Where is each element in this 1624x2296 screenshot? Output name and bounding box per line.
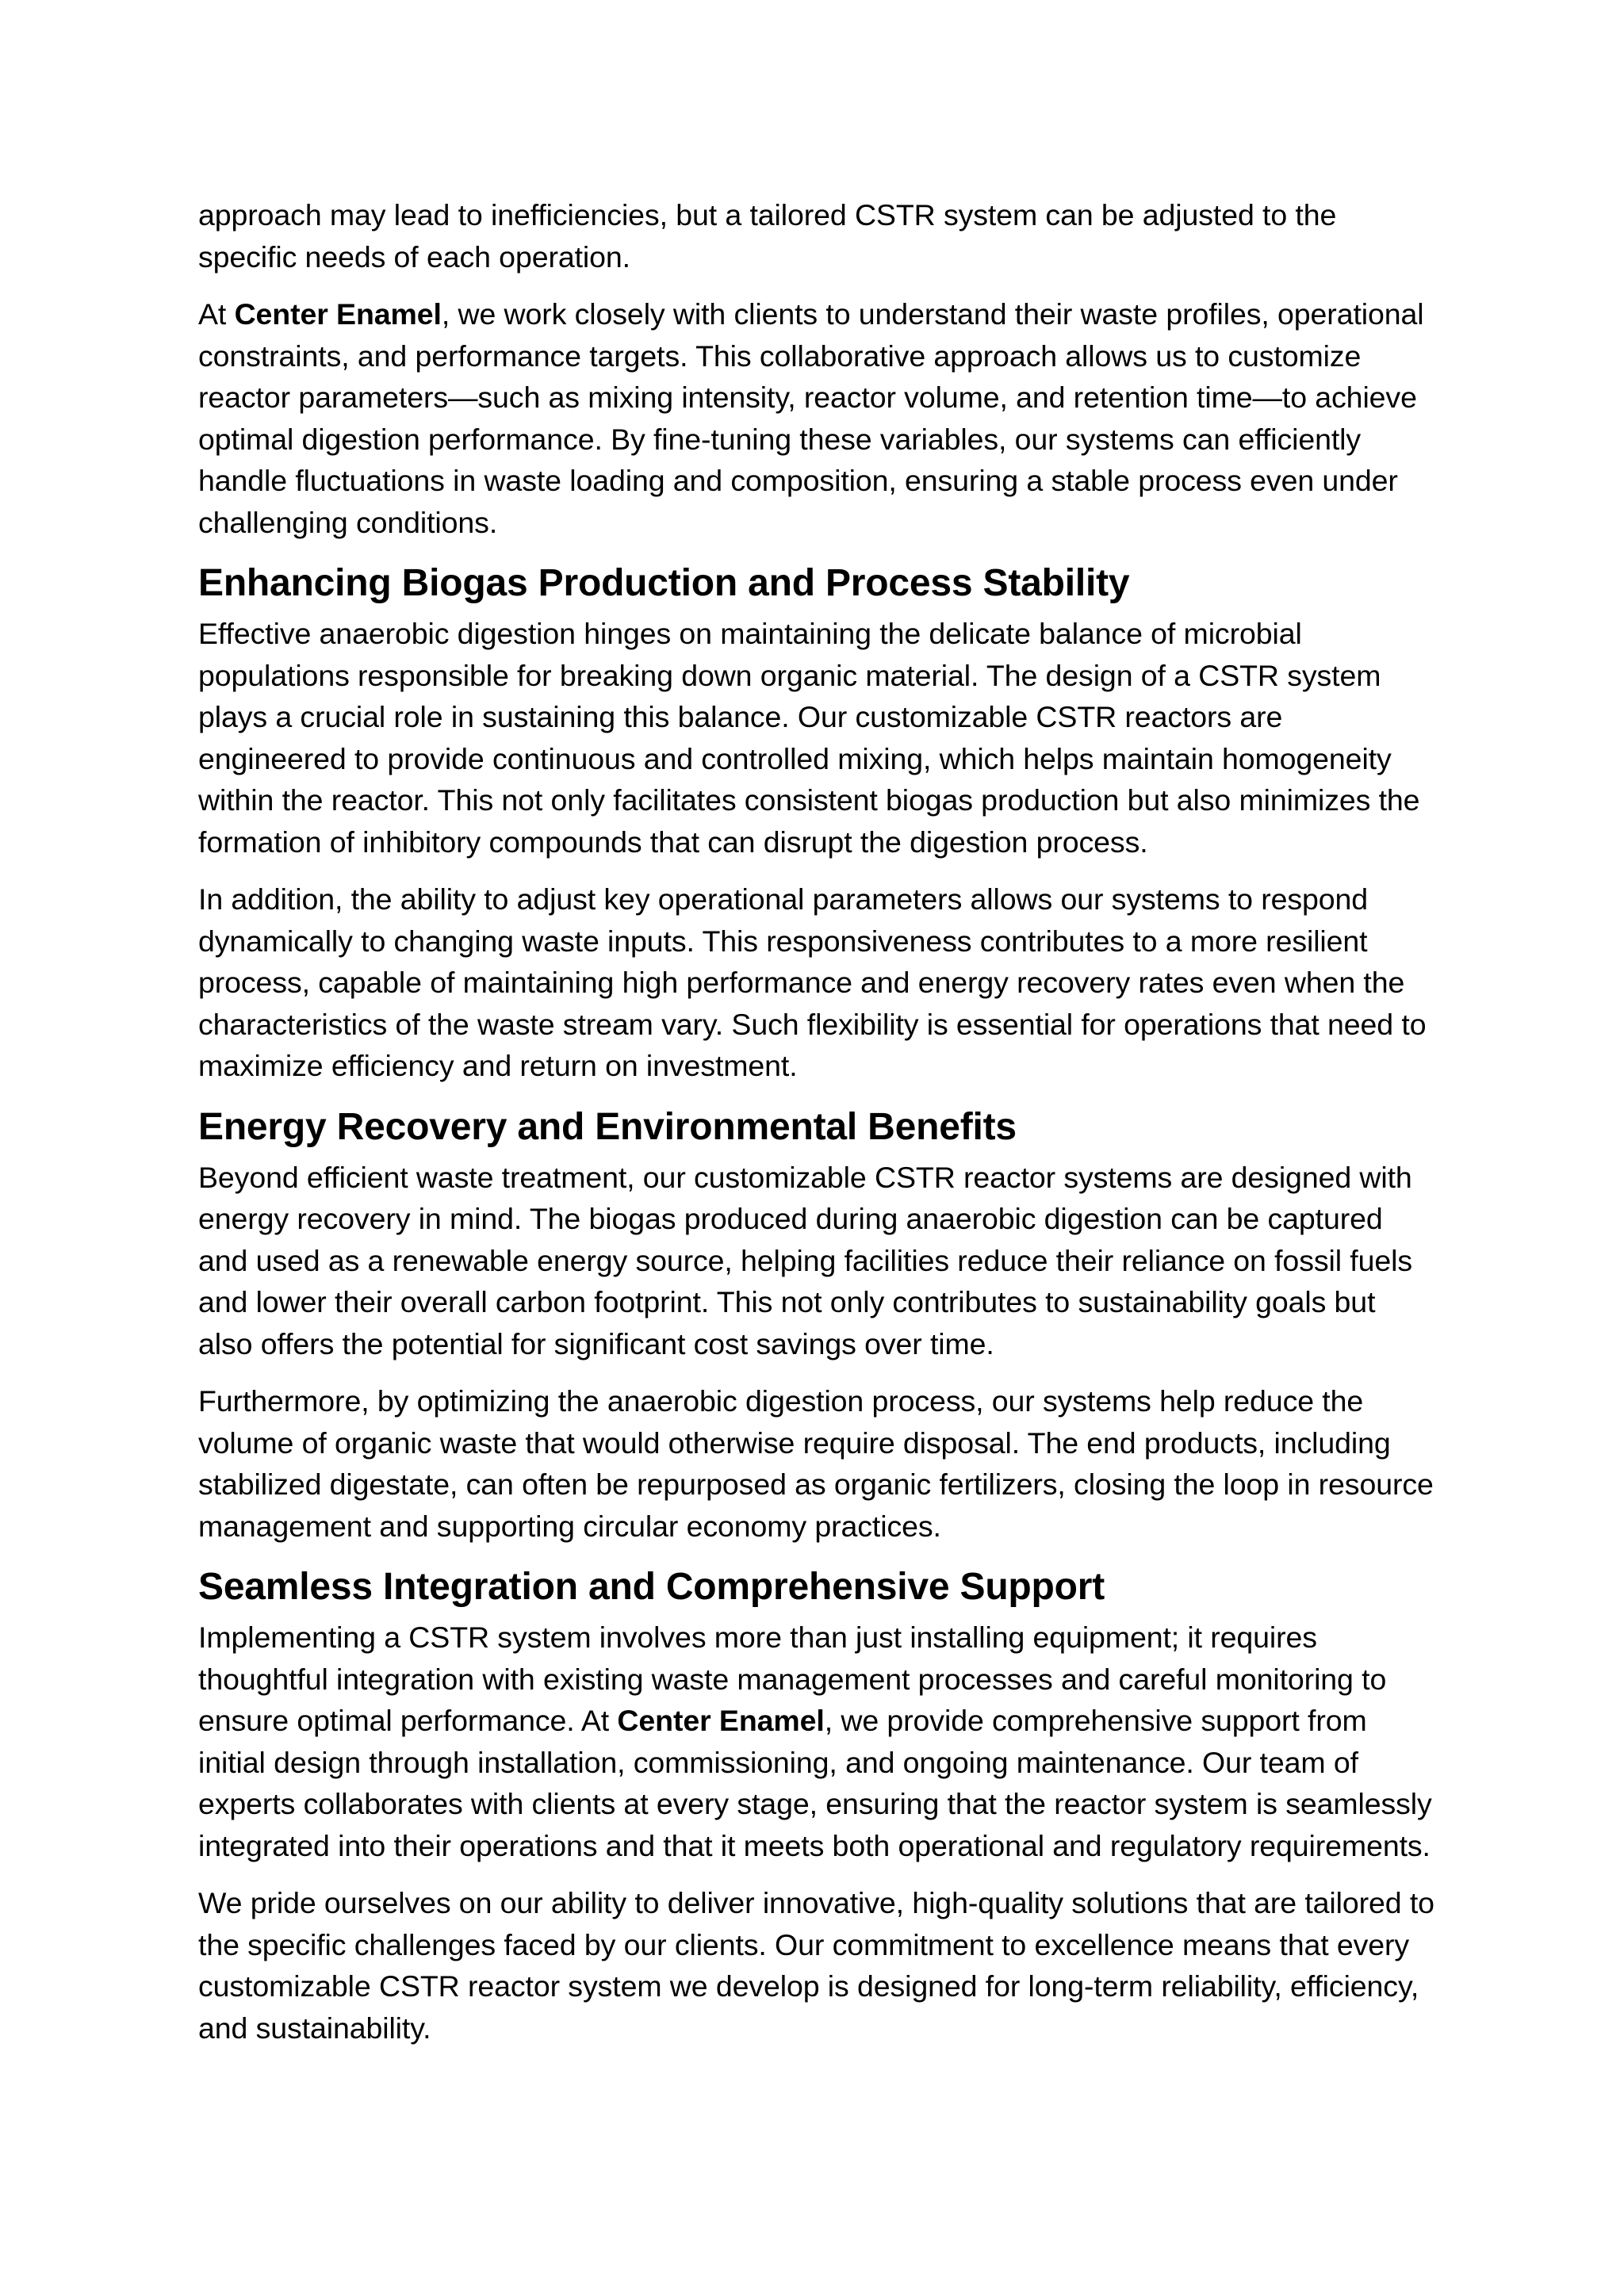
paragraph: In addition, the ability to adjust key operational parameters allows our systems to respond dynamically to changing waste inputs. This responsiveness contributes to a more resilient process, capable of maintaining high performance and energy recovery rates even when the characteristics of the waste stream vary. Such flexibility is essential for operations that need to maximize efficiency and return on investment. xyxy=(198,882,1427,1082)
section-heading: Enhancing Biogas Production and Process Stability xyxy=(198,562,1130,604)
company-name: Center Enamel xyxy=(234,297,442,331)
paragraph: Furthermore, by optimizing the anaerobic digestion process, our systems help reduce the volume of organic waste that would otherwise require disposal. The end products, including stabilized digestate, can often be repurposed as organic fertilizers, closing the loop in resource management and supporting circular economy practices. xyxy=(198,1384,1434,1543)
paragraph: Implementing a CSTR system involves more than just installing equipment; it requires thoughtful integration with existing waste management processes and careful monitoring to ensure optimal performance. At Center Enamel, we provide comprehensive support from initial design through installation, commissioning, and ongoing maintenance. Our team of experts collaborates with clients at every stage, ensuring that the reactor system is seamlessly integrated into their operations and that it meets both operational and regulatory requirements. xyxy=(198,1621,1432,1862)
paragraph: approach may lead to inefficiencies, but a tailored CSTR system can be adjusted to the specific needs of each operation. xyxy=(198,198,1337,274)
section-heading: Energy Recovery and Environmental Benefits xyxy=(198,1105,1017,1148)
paragraph: We pride ourselves on our ability to deliver innovative, high-quality solutions that are tailored to the specific challenges faced by our clients. Our commitment to excellence means that every customizable CSTR reactor system we develop is designed for long-term reliability, efficiency, and sustainability. xyxy=(198,1886,1434,2045)
company-name: Center Enamel xyxy=(617,1704,825,1737)
section-heading: Seamless Integration and Comprehensive Support xyxy=(198,1566,1105,1608)
paragraph: Beyond efficient waste treatment, our customizable CSTR reactor systems are designed with energy recovery in mind. The biogas produced during anaerobic digestion can be captured and used as a renewable energy source, helping facilities reduce their reliance on fossil fuels and lower their overall carbon footprint. This not only contributes to sustainability goals but also offers the potential for significant cost savings over time. xyxy=(198,1160,1412,1360)
paragraph: Effective anaerobic digestion hinges on maintaining the delicate balance of microbial populations responsible for breaking down organic material. The design of a CSTR system plays a crucial role in sustaining this balance. Our customizable CSTR reactors are engineered to provide continuous and controlled mixing, which helps maintain homogeneity within the reactor. This not only facilitates consistent biogas production but also minimizes the formation of inhibitory compounds that can disrupt the digestion process. xyxy=(198,617,1420,859)
paragraph: At Center Enamel, we work closely with clients to understand their waste profiles, operational constraints, and performance targets. This collaborative approach allows us to customize reactor parameters—such as mixing intensity, reactor volume, and retention time—to achieve optimal digestion performance. By fine-tuning these variables, our systems can efficiently handle fluctuations in waste loading and composition, ensuring a stable process even under challenging conditions. xyxy=(198,297,1424,539)
document-page xyxy=(198,194,1435,2064)
